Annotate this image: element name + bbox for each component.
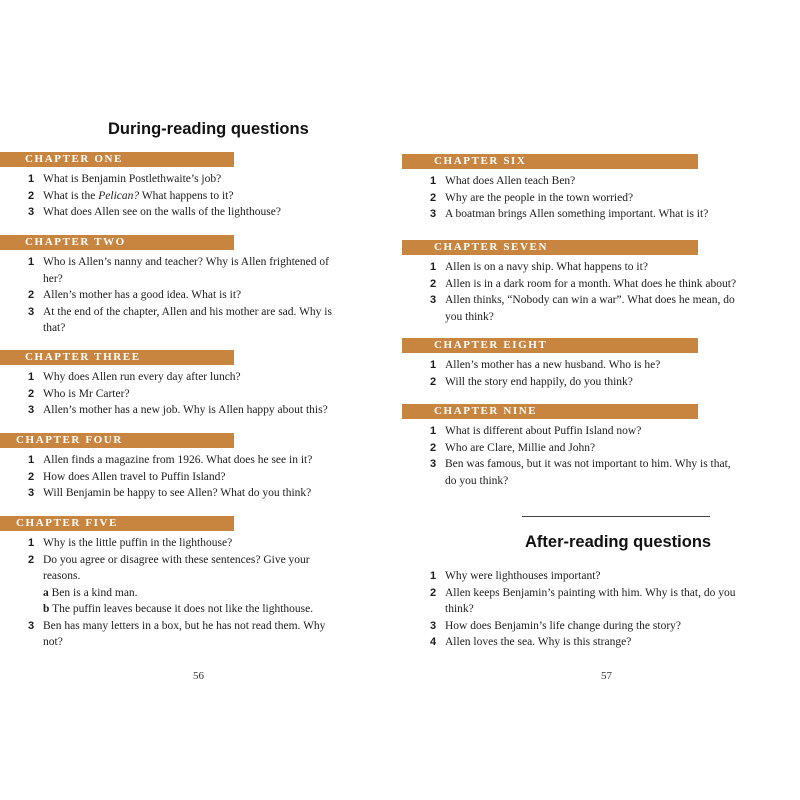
chapter-four-section — [0, 433, 343, 502]
question-text-end: What happens to it? — [139, 189, 234, 202]
question-item — [0, 452, 343, 469]
right-page — [400, 0, 800, 800]
sub-item-a — [43, 585, 343, 602]
question-item — [0, 287, 343, 304]
question-item — [402, 173, 745, 190]
question-text: Allen loves the sea. Why is this strange? — [445, 636, 632, 648]
after-reading-heading: After-reading questions — [525, 533, 712, 551]
question-text: Will the story end happily, do you think? — [445, 375, 633, 388]
question-text: Why were lighthouses important? — [445, 570, 601, 582]
question-number: 1 — [28, 173, 35, 185]
chapter-four-title: CHAPTER FOUR — [0, 433, 234, 448]
question-text: Allen’s mother has a new husband. Who is he? — [445, 359, 661, 371]
question-text: Who is Allen’s nanny and teacher? Why is Allen frightened of her? — [43, 256, 329, 285]
question-item — [402, 585, 745, 618]
question-item — [402, 190, 745, 207]
question-item — [402, 374, 745, 391]
question-number: 3 — [430, 458, 437, 470]
chapter-nine-title: CHAPTER NINE — [402, 404, 698, 419]
question-number: 1 — [430, 175, 437, 187]
sub-text: Ben is a kind man. — [51, 586, 138, 599]
question-item — [0, 469, 343, 486]
question-number: 3 — [430, 208, 437, 220]
question-item — [402, 568, 745, 585]
question-text: Allen thinks, “Nobody can win a war”. What does he mean, do you think? — [445, 294, 735, 323]
question-text: Allen’s mother has a new job. Why is Allen happy about this? — [43, 404, 328, 416]
question-item — [0, 386, 343, 403]
question-text: How does Allen travel to Puffin Island? — [43, 470, 226, 483]
question-text: Will Benjamin be happy to see Allen? What do you think? — [43, 487, 312, 499]
question-item — [0, 552, 343, 618]
chapter-six-title: CHAPTER SIX — [402, 154, 698, 169]
question-text: Allen keeps Benjamin’s painting with him. Why is that, do you think? — [445, 586, 736, 615]
question-item — [0, 618, 343, 651]
question-number: 3 — [28, 206, 35, 218]
question-text: Do you agree or disagree with these sentences? Give your reasons. — [43, 553, 310, 582]
question-number: 2 — [28, 289, 35, 301]
chapter-six-section — [402, 154, 745, 223]
question-item — [0, 171, 343, 188]
chapter-five-section — [0, 516, 343, 651]
chapter-eight-title: CHAPTER EIGHT — [402, 338, 698, 353]
question-item — [402, 634, 745, 651]
question-item — [0, 188, 343, 205]
chapter-seven-title: CHAPTER SEVEN — [402, 240, 698, 255]
chapter-three-title: CHAPTER THREE — [0, 350, 234, 365]
question-number: 2 — [430, 191, 437, 204]
question-text: What is Benjamin Postlethwaite’s job? — [43, 173, 222, 185]
pelican-italic: Pelican? — [98, 189, 140, 202]
question-number: 1 — [28, 256, 35, 268]
question-text-start: What is the — [43, 189, 99, 202]
question-number: 2 — [430, 586, 437, 599]
question-item — [0, 485, 343, 502]
question-item — [0, 254, 343, 287]
question-number: 3 — [28, 487, 35, 499]
question-number: 1 — [28, 454, 35, 466]
chapter-three-section — [0, 350, 343, 419]
chapter-nine-section — [402, 404, 745, 489]
question-item — [402, 206, 745, 223]
question-item — [402, 618, 745, 635]
chapter-seven-section — [402, 240, 745, 325]
page-number: 57 — [601, 670, 612, 682]
question-text: Allen finds a magazine from 1926. What does he see in it? — [43, 454, 313, 466]
section-divider — [522, 516, 710, 517]
sub-letter: a — [43, 586, 49, 599]
chapter-one-section — [0, 152, 343, 221]
question-number: 1 — [430, 261, 437, 273]
question-text: Who is Mr Carter? — [43, 387, 130, 400]
question-text: Why are the people in the town worried? — [445, 191, 634, 204]
question-number: 2 — [430, 277, 437, 290]
question-item — [402, 292, 745, 325]
question-item — [402, 456, 745, 489]
chapter-one-title: CHAPTER ONE — [0, 152, 234, 167]
question-item — [402, 357, 745, 374]
question-item — [0, 402, 343, 419]
question-number: 1 — [430, 425, 437, 437]
question-number: 4 — [430, 636, 437, 648]
question-text: Ben was famous, but it was not important to him. Why is that, do you think? — [445, 458, 731, 487]
question-number: 1 — [430, 570, 437, 582]
chapter-two-title: CHAPTER TWO — [0, 235, 234, 250]
question-number: 2 — [430, 375, 437, 388]
chapter-two-section — [0, 235, 343, 337]
question-text: At the end of the chapter, Allen and his mother are sad. Why is that? — [43, 305, 332, 334]
question-number: 2 — [28, 387, 35, 400]
question-number: 3 — [28, 404, 35, 416]
sub-text: The puffin leaves because it does not like the lighthouse. — [52, 603, 314, 615]
sub-item-b — [43, 601, 343, 618]
question-item — [402, 276, 745, 293]
question-item — [402, 423, 745, 440]
question-number: 3 — [28, 305, 35, 318]
question-number: 2 — [28, 189, 35, 202]
question-text: Why is the little puffin in the lighthouse? — [43, 537, 233, 549]
question-number: 1 — [430, 359, 437, 371]
question-text: What is different about Puffin Island now? — [445, 425, 642, 437]
question-text: Allen’s mother has a good idea. What is it? — [43, 289, 242, 301]
page-number: 56 — [193, 670, 204, 682]
during-reading-heading: During-reading questions — [108, 120, 309, 138]
question-item — [402, 259, 745, 276]
after-reading-list — [402, 568, 745, 651]
question-item — [0, 304, 343, 337]
question-number: 2 — [430, 441, 437, 454]
question-text: What does Allen teach Ben? — [445, 175, 576, 187]
question-text: What does Allen see on the walls of the lighthouse? — [43, 206, 281, 218]
question-text: A boatman brings Allen something important. What is it? — [445, 208, 709, 220]
question-text: Why does Allen run every day after lunch? — [43, 371, 241, 383]
question-text: Ben has many letters in a box, but he has not read them. Why not? — [43, 619, 326, 648]
question-item — [0, 535, 343, 552]
question-text: Who are Clare, Millie and John? — [445, 441, 596, 454]
question-text: How does Benjamin’s life change during the story? — [445, 619, 682, 632]
question-number: 1 — [28, 537, 35, 549]
question-number: 3 — [430, 294, 437, 306]
question-text: Allen is on a navy ship. What happens to it? — [445, 261, 648, 273]
question-item — [0, 369, 343, 386]
question-number: 2 — [28, 470, 35, 483]
question-number: 3 — [28, 619, 35, 632]
question-text: Allen is in a dark room for a month. What does he think about? — [445, 277, 737, 290]
question-item — [402, 440, 745, 457]
sub-letter: b — [43, 603, 50, 615]
chapter-five-title: CHAPTER FIVE — [0, 516, 234, 531]
question-number: 2 — [28, 553, 35, 566]
chapter-eight-section — [402, 338, 745, 390]
question-number: 3 — [430, 619, 437, 632]
question-item — [0, 204, 343, 221]
question-number: 1 — [28, 371, 35, 383]
